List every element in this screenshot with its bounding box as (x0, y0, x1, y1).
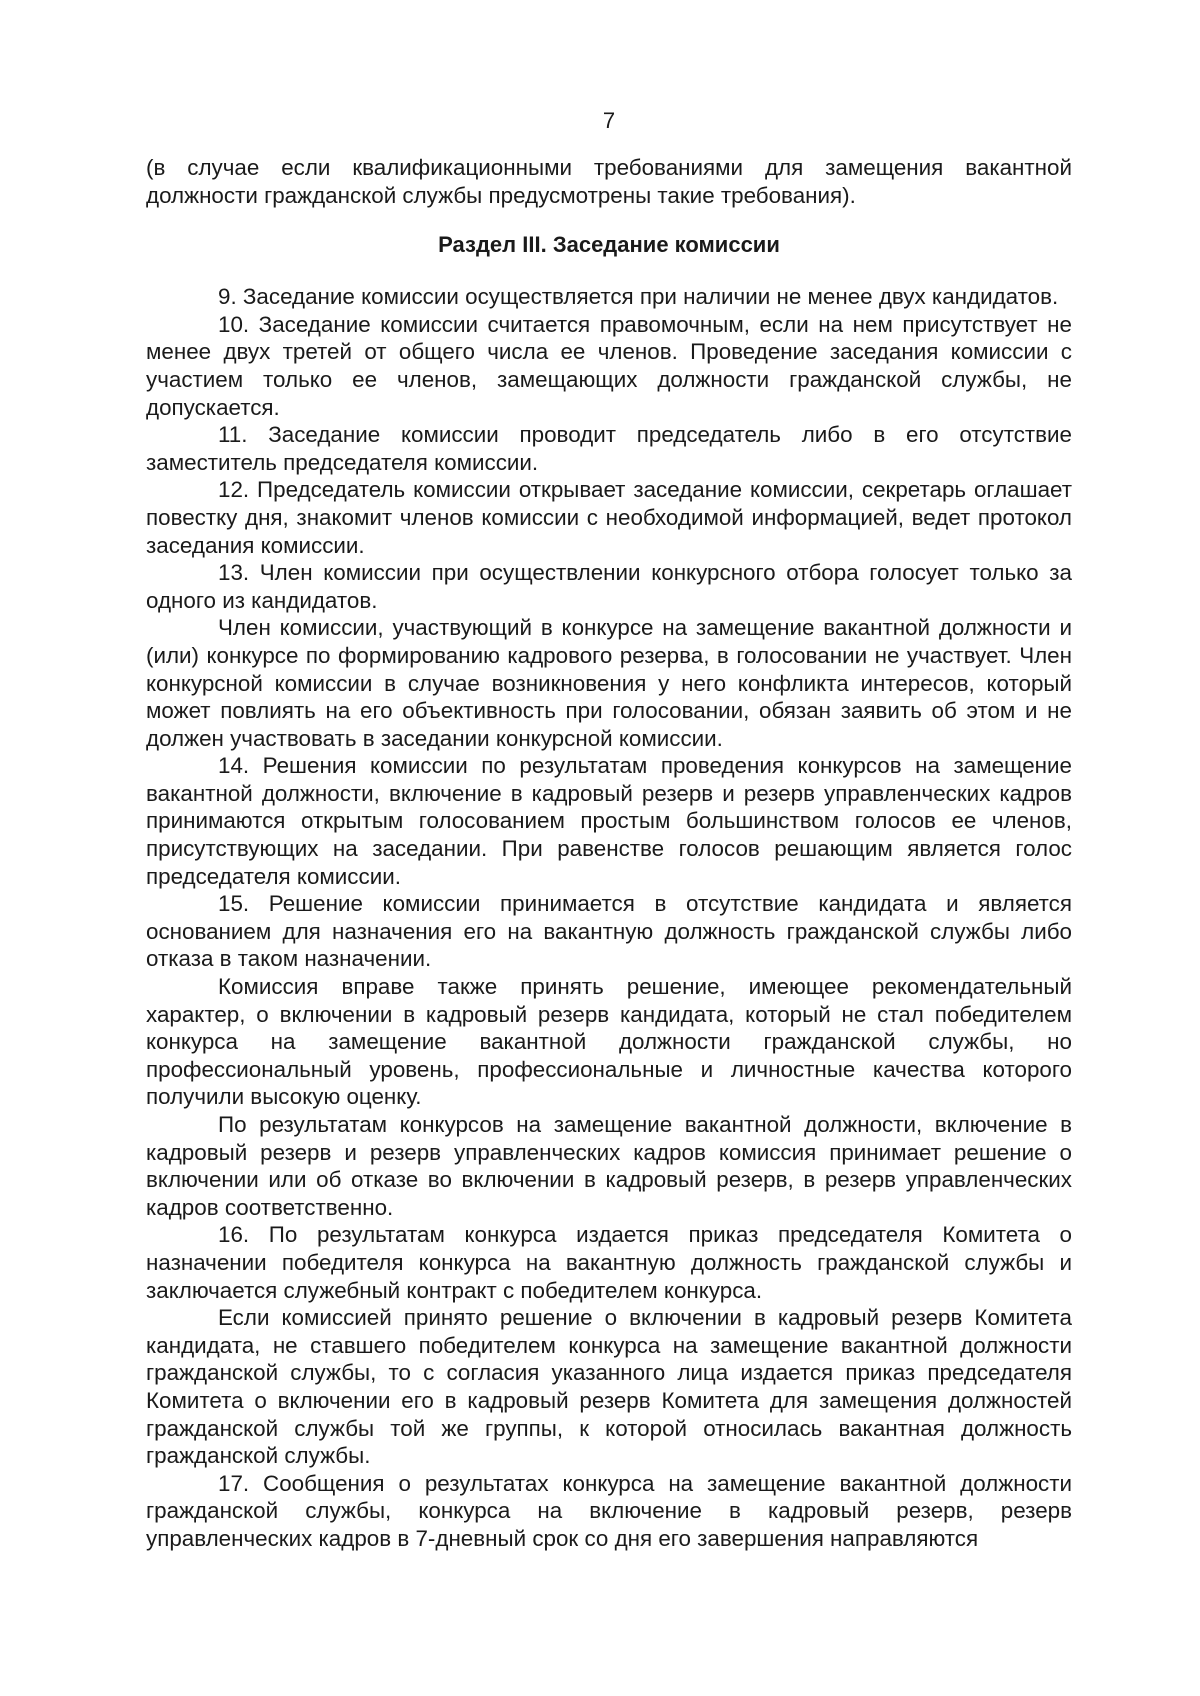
paragraph-13-member: Член комиссии, участвующий в конкурсе на замещение вакантной должности и (или) конкурсе по формированию кадрового резерва, в голосовании не участвует. Член конкурсной комиссии в случае возникновения у него конфликта интересов, который может повлиять на его объективность при голосовании, обязан заявить об этом и не должен участвовать в заседании конкурсной комиссии. (146, 615, 1072, 751)
paragraph-9: 9. Заседание комиссии осуществляется при наличии не менее двух кандидатов. (218, 284, 1059, 310)
section-heading: Раздел III. Заседание комиссии (438, 232, 780, 258)
paragraph-16-reserve: Если комиссией принято решение о включении в кадровый резерв Комитета кандидата, не ставшего победителем конкурса на замещение вакантной должности гражданской службы, то с согласия указанного лица издается приказ председателя Комитета о включении его в кадровый резерв Комитета для замещения должностей гражданской службы той же группы, к которой относилась вакантная должность гражданской службы. (146, 1305, 1072, 1469)
paragraph-15: 15. Решение комиссии принимается в отсутствие кандидата и является основанием для назначения его на вакантную должность гражданской службы либо отказа в таком назначении. (146, 891, 1072, 972)
intro-paragraph: (в случае если квалификационными требованиями для замещения вакантной должности гражданской службы предусмотрены такие требования). (146, 155, 1072, 208)
paragraph-11: 11. Заседание комиссии проводит председатель либо в его отсутствие заместитель председателя комиссии. (146, 422, 1072, 475)
paragraph-16: 16. По результатам конкурса издается приказ председателя Комитета о назначении победителя конкурса на вакантную должность гражданской службы и заключается служебный контракт с победителем конкурса. (146, 1222, 1072, 1303)
page-number: 7 (602, 108, 616, 133)
paragraph-15-results: По результатам конкурсов на замещение вакантной должности, включение в кадровый резерв и резерв управленческих кадров комиссия принимает решение о включении или об отказе во включении в кадровый резерв, в резерв управленческих кадров соответственно. (146, 1112, 1072, 1220)
paragraph-13: 13. Член комиссии при осуществлении конкурсного отбора голосует только за одного из кандидатов. (146, 560, 1072, 613)
paragraph-12: 12. Председатель комиссии открывает заседание комиссии, секретарь оглашает повестку дня, знакомит членов комиссии с необходимой информацией, ведет протокол заседания комиссии. (146, 477, 1072, 558)
paragraph-17: 17. Сообщения о результатах конкурса на замещение вакантной должности гражданской службы, конкурса на включение в кадровый резерв, резерв управленческих кадров в 7-дневный срок со дня его завершения направляются (146, 1470, 1072, 1551)
paragraph-14: 14. Решения комиссии по результатам проведения конкурсов на замещение вакантной должности, включение в кадровый резерв и резерв управленческих кадров принимаются открытым голосованием простым большинством голосов ее членов, присутствующих на заседании. При равенстве голосов решающим является голос председателя комиссии. (146, 753, 1072, 889)
paragraph-15-recommendation: Комиссия вправе также принять решение, имеющее рекомендательный характер, о включении в кадровый резерв кандидата, который не стал победителем конкурса на замещение вакантной должности гражданской службы, но профессиональный уровень, профессиональные и личностные качества которого получили высокую оценку. (146, 974, 1072, 1110)
paragraph-10: 10. Заседание комиссии считается правомочным, если на нем присутствует не менее двух третей от общего числа ее членов. Проведение заседания комиссии с участием только ее членов, замещающих должности гражданской службы, не допускается. (146, 311, 1072, 420)
